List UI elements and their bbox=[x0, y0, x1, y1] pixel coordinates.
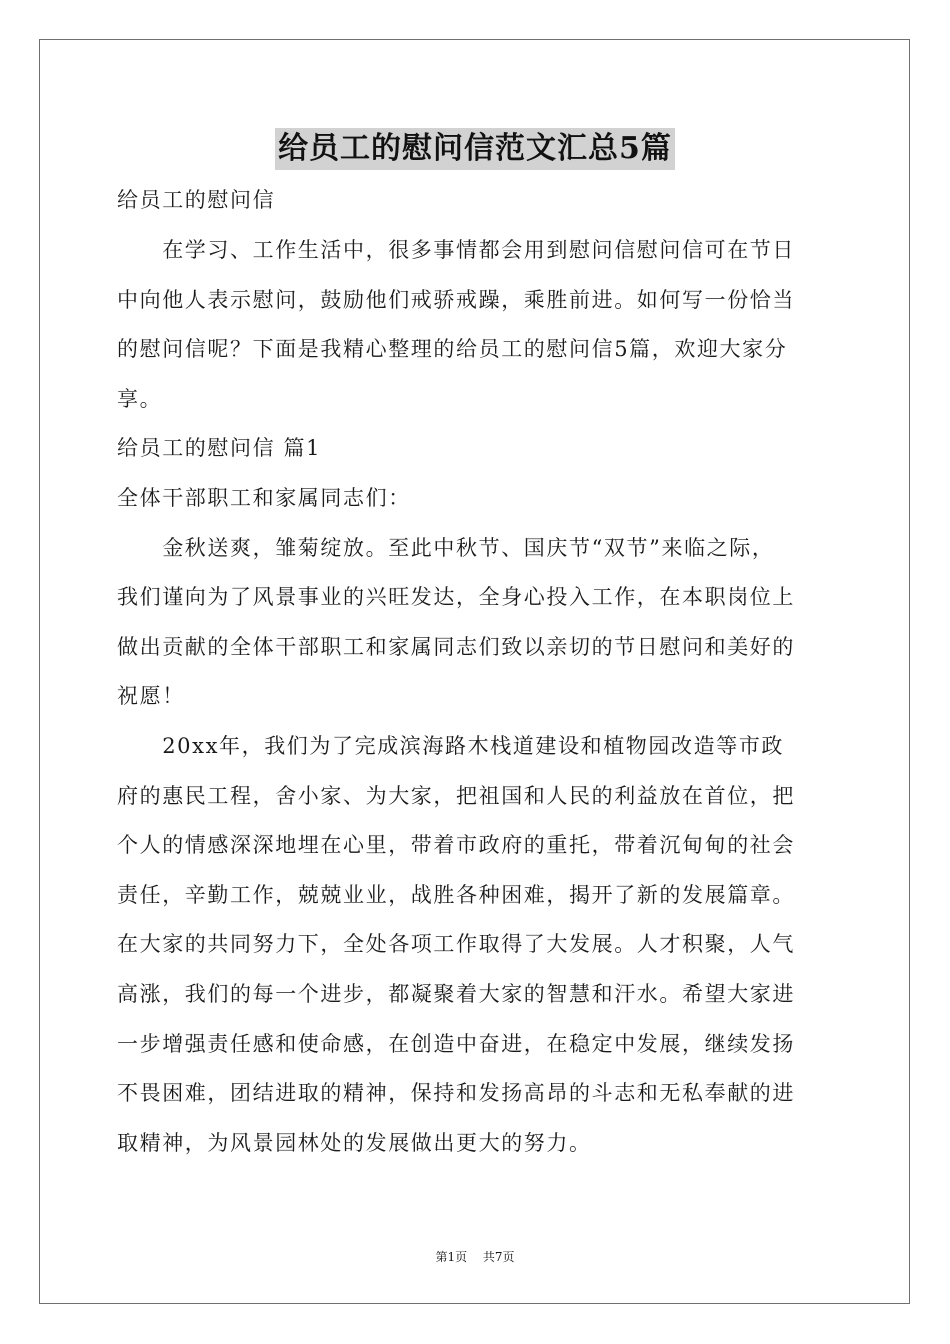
section-heading: 给员工的慰问信 bbox=[117, 188, 276, 212]
title-container bbox=[0, 128, 950, 170]
paragraph-line: 个人的情感深深地埋在心里，带着市政府的重托，带着沉甸甸的社会 bbox=[117, 833, 795, 857]
page-total: 共7页 bbox=[482, 1250, 515, 1264]
paragraph-line: 做出贡献的全体干部职工和家属同志们致以亲切的节日慰问和美好的 bbox=[117, 635, 795, 659]
paragraph-line: 在大家的共同努力下，全处各项工作取得了大发展。人才积聚，人气 bbox=[117, 932, 795, 956]
paragraph-line: 20xx年，我们为了完成滨海路木栈道建设和植物园改造等市政 bbox=[117, 734, 785, 758]
salutation: 全体干部职工和家属同志们： bbox=[117, 486, 411, 510]
paragraph-line: 中向他人表示慰问，鼓励他们戒骄戒躁，乘胜前进。如何写一份恰当 bbox=[117, 288, 795, 312]
page-border bbox=[39, 39, 910, 1304]
section-heading: 给员工的慰问信 篇1 bbox=[117, 436, 322, 460]
paragraph-line: 府的惠民工程，舍小家、为大家，把祖国和人民的利益放在首位，把 bbox=[117, 784, 795, 808]
paragraph-line: 取精神，为风景园林处的发展做出更大的努力。 bbox=[117, 1131, 592, 1155]
paragraph-line: 祝愿！ bbox=[117, 684, 185, 708]
paragraph-line: 一步增强责任感和使命感，在创造中奋进，在稳定中发展，继续发扬 bbox=[117, 1032, 795, 1056]
paragraph-line: 金秋送爽，雏菊绽放。至此中秋节、国庆节“双节”来临之际， bbox=[117, 536, 775, 560]
paragraph-line: 不畏困难，团结进取的精神，保持和发扬高昂的斗志和无私奉献的进 bbox=[117, 1081, 795, 1105]
page-footer bbox=[0, 1248, 950, 1265]
paragraph-line: 我们谨向为了风景事业的兴旺发达，全身心投入工作，在本职岗位上 bbox=[117, 585, 795, 609]
document-title: 给员工的慰问信范文汇总5篇 bbox=[275, 128, 675, 170]
paragraph-line: 享。 bbox=[117, 387, 163, 411]
paragraph-line: 的慰问信呢？下面是我精心整理的给员工的慰问信5篇，欢迎大家分 bbox=[117, 337, 788, 361]
paragraph-line: 高涨，我们的每一个进步，都凝聚着大家的智慧和汗水。希望大家进 bbox=[117, 982, 795, 1006]
paragraph-line: 在学习、工作生活中，很多事情都会用到慰问信慰问信可在节日 bbox=[117, 238, 795, 262]
page-number: 第1页 bbox=[435, 1250, 468, 1264]
paragraph-line: 责任，辛勤工作，兢兢业业，战胜各种困难，揭开了新的发展篇章。 bbox=[117, 883, 795, 907]
